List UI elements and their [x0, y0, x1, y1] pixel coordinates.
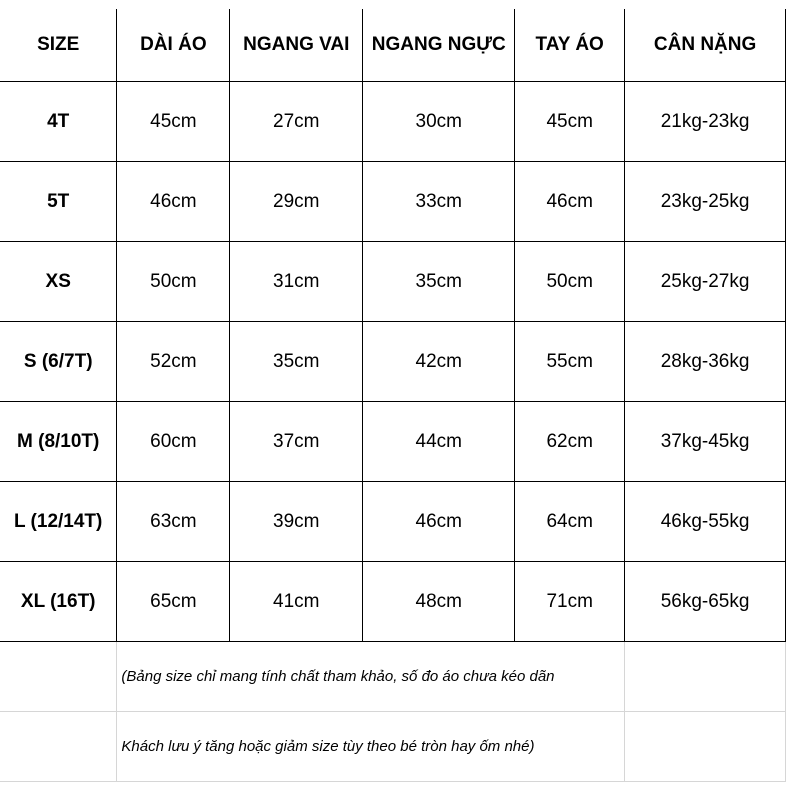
sleeve-cell: 45cm	[515, 82, 625, 162]
table-row	[0, 562, 786, 642]
size-cell: 4T	[0, 82, 117, 162]
table-row	[0, 242, 786, 322]
weight-cell: 37kg-45kg	[625, 402, 786, 482]
size-cell: 5T	[0, 162, 117, 242]
shoulder-cell: 41cm	[230, 562, 363, 642]
size-chart-table	[0, 9, 786, 782]
chest-cell: 46cm	[363, 482, 515, 562]
weight-cell: 28kg-36kg	[625, 322, 786, 402]
chest-cell: 33cm	[363, 162, 515, 242]
header-length: DÀI ÁO	[117, 9, 230, 82]
header-chest: NGANG NGỰC	[363, 9, 515, 82]
header-row	[0, 9, 786, 82]
length-cell: 45cm	[117, 82, 230, 162]
length-cell: 52cm	[117, 322, 230, 402]
shoulder-cell: 29cm	[230, 162, 363, 242]
header-shoulder: NGANG VAI	[230, 9, 363, 82]
shoulder-cell: 31cm	[230, 242, 363, 322]
length-cell: 63cm	[117, 482, 230, 562]
size-cell: M (8/10T)	[0, 402, 117, 482]
sleeve-cell: 55cm	[515, 322, 625, 402]
weight-cell: 23kg-25kg	[625, 162, 786, 242]
weight-cell: 21kg-23kg	[625, 82, 786, 162]
empty-cell	[0, 712, 117, 782]
length-cell: 50cm	[117, 242, 230, 322]
chest-cell: 35cm	[363, 242, 515, 322]
table-row	[0, 482, 786, 562]
empty-cell	[0, 642, 117, 712]
size-cell: XS	[0, 242, 117, 322]
length-cell: 65cm	[117, 562, 230, 642]
shoulder-cell: 35cm	[230, 322, 363, 402]
header-sleeve: TAY ÁO	[515, 9, 625, 82]
shoulder-cell: 39cm	[230, 482, 363, 562]
header-size: SIZE	[0, 9, 117, 82]
weight-cell: 25kg-27kg	[625, 242, 786, 322]
weight-cell: 56kg-65kg	[625, 562, 786, 642]
length-cell: 46cm	[117, 162, 230, 242]
weight-cell: 46kg-55kg	[625, 482, 786, 562]
note-line-1: (Bảng size chỉ mang tính chất tham khảo, số đo áo chưa kéo dãn	[117, 642, 625, 712]
shoulder-cell: 37cm	[230, 402, 363, 482]
table-row	[0, 322, 786, 402]
chest-cell: 44cm	[363, 402, 515, 482]
sleeve-cell: 46cm	[515, 162, 625, 242]
length-cell: 60cm	[117, 402, 230, 482]
chest-cell: 30cm	[363, 82, 515, 162]
note-line-2: Khách lưu ý tăng hoặc giảm size tùy theo bé tròn hay ốm nhé)	[117, 712, 625, 782]
chest-cell: 48cm	[363, 562, 515, 642]
table-row	[0, 82, 786, 162]
table-row	[0, 162, 786, 242]
sleeve-cell: 64cm	[515, 482, 625, 562]
note-row-2	[0, 712, 786, 782]
sleeve-cell: 71cm	[515, 562, 625, 642]
size-cell: XL (16T)	[0, 562, 117, 642]
chest-cell: 42cm	[363, 322, 515, 402]
size-cell: S (6/7T)	[0, 322, 117, 402]
header-weight: CÂN NẶNG	[625, 9, 786, 82]
size-cell: L (12/14T)	[0, 482, 117, 562]
note-row-1	[0, 642, 786, 712]
shoulder-cell: 27cm	[230, 82, 363, 162]
sleeve-cell: 50cm	[515, 242, 625, 322]
empty-cell	[625, 712, 786, 782]
sleeve-cell: 62cm	[515, 402, 625, 482]
table-row	[0, 402, 786, 482]
empty-cell	[625, 642, 786, 712]
